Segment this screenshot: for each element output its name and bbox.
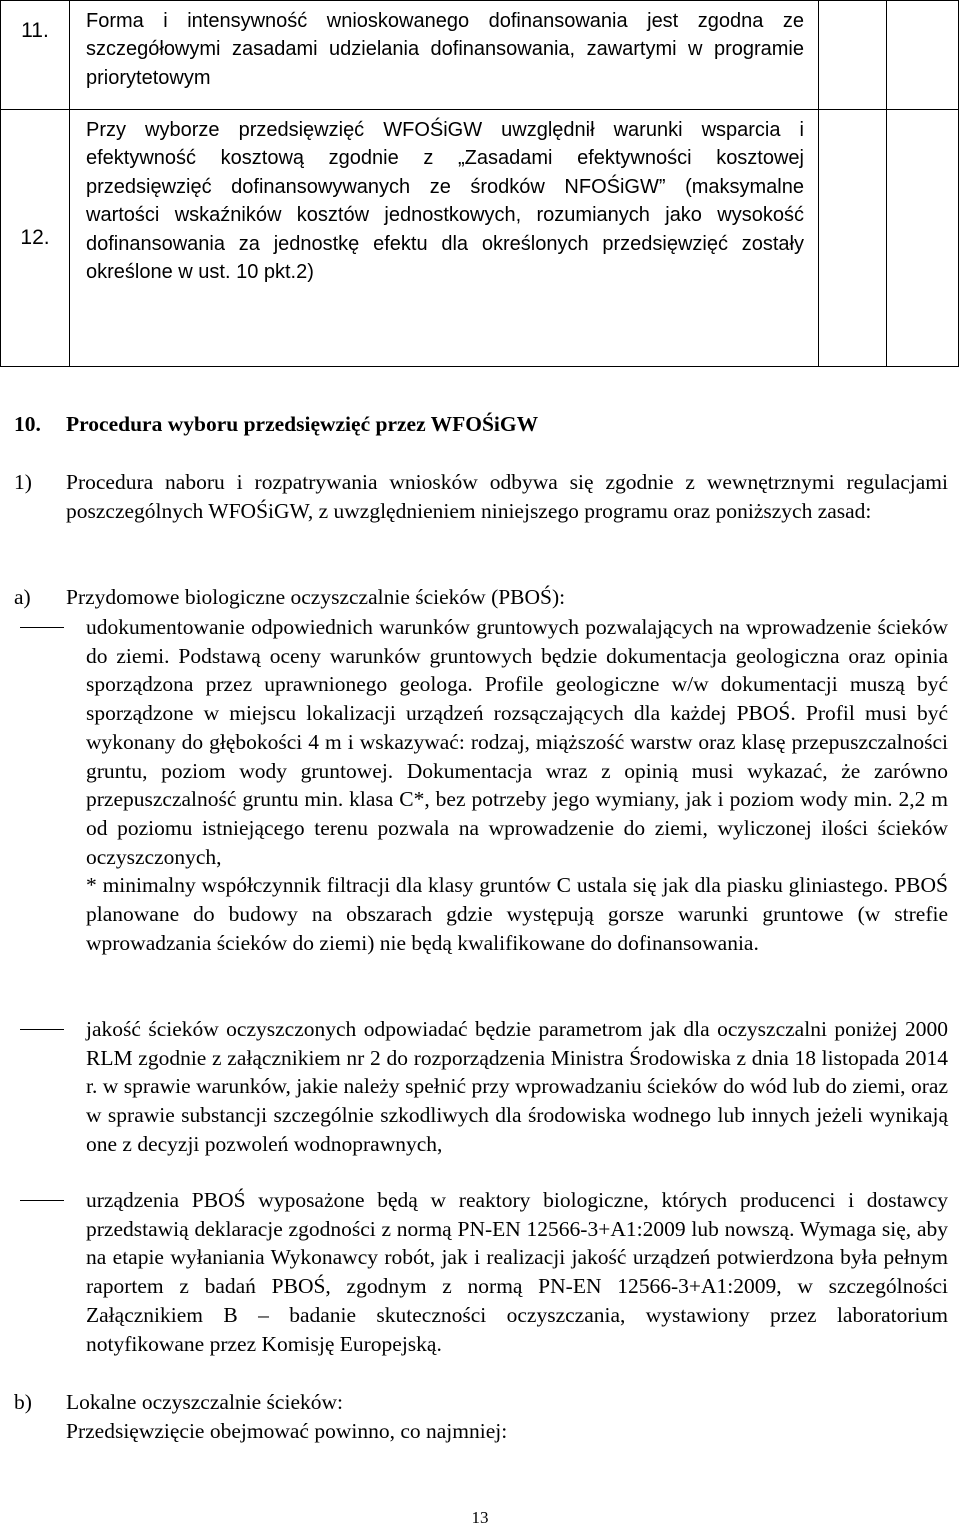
row-number: 11. — [1, 1, 70, 110]
list-item-text: jakość ścieków oczyszczonych odpowiadać będzie parametrom jak dla oczyszczalni poniżej 2000 RLM zgodnie z załącznikiem nr 2 do rozporządzenia Ministra Środowiska z dnia 18 listopada 2014 r. w sprawie warunków, jakie należy spełnić przy wprowadzaniu ścieków do wód lub do ziemi, oraz w sprawie substancji szczególnie szkodliwych dla środowiska wodnego lub innych jeżeli wynikają one z decyzji pozwoleń wodnoprawnych, — [86, 1017, 948, 1156]
empty-cell — [887, 110, 959, 367]
section-heading — [14, 410, 538, 439]
dash-bullet — [20, 1200, 64, 1201]
page-number: 13 — [471, 1508, 489, 1527]
section-number: 10. — [14, 412, 41, 436]
point-a — [14, 583, 948, 612]
dash-bullet — [20, 627, 64, 628]
empty-cell — [887, 1, 959, 110]
row-number: 12. — [1, 110, 70, 367]
point-1 — [14, 468, 948, 525]
dash-bullet — [20, 1029, 64, 1030]
table-row — [1, 110, 959, 367]
empty-cell — [819, 110, 887, 367]
point-label: 1) — [14, 470, 32, 494]
row-criterion-text: Przy wyborze przedsięwzięć WFOŚiGW uwzględnił warunki wsparcia i efektywność kosztową zgodnie z „Zasadami efektywności kosztowej przedsięwzięć dofinansowywanych ze środków NFOŚiGW” (maksymalne wartości wskaźników kosztów jednostkowych, rozumianych jako wysokość dofinansowania za jednostkę efektu dla określonych przedsięwzięć zostały określone w ust. 10 pkt.2) — [70, 110, 819, 367]
point-text: Przydomowe biologiczne oczyszczalnie ścieków (PBOŚ): — [66, 585, 566, 609]
list-item — [20, 613, 948, 957]
list-item — [20, 1015, 948, 1159]
point-b — [14, 1388, 948, 1445]
row-criterion-text: Forma i intensywność wnioskowanego dofinansowania jest zgodna ze szczegółowymi zasadami udzielania dofinansowania, zawartymi w programie priorytetowym — [70, 1, 819, 110]
point-subtext: Przedsięwzięcie obejmować powinno, co najmniej: — [66, 1418, 508, 1443]
dash-item-1 — [20, 613, 948, 957]
point-text: Lokalne oczyszczalnie ścieków: — [66, 1390, 343, 1414]
dash-item-3 — [20, 1186, 948, 1358]
point-text: Procedura naboru i rozpatrywania wniosków odbywa się zgodnie z wewnętrznymi regulacjami poszczególnych WFOŚiGW, z uwzględnieniem niniejszego programu oraz poniższych zasad: — [66, 470, 948, 523]
list-item-text: udokumentowanie odpowiednich warunków gruntowych pozwalających na wprowadzenie ścieków do ziemi. Podstawą oceny warunków gruntowych będzie dokumentacja geologiczna oraz opinia sporządzona przez uprawnionego geologa. Profile geologiczne w/w dokumentacji muszą być sporządzone w miejscu lokalizacji urządzeń rozsączających dla każdej PBOŚ. Profil musi być wykonany do głębokości 4 m i wskazywać: rodzaj, miąższość warstw oraz klasę przepuszczalności gruntu, poziom wody gruntowej. Dokumentacja wraz z opinią musi wykazać, że zarówno przepuszczalność gruntu min. klasa C*, bez potrzeby jego wymiany, jak i poziom wody min. 2,2 m od poziomu istniejącego terenu pozwala na wprowadzenie do ziemi, wyliczonej ilości ścieków oczyszczonych, — [86, 615, 948, 869]
point-label: b) — [14, 1390, 32, 1414]
section-title: Procedura wyboru przedsięwzięć przez WFOŚiGW — [66, 412, 539, 436]
empty-cell — [819, 1, 887, 110]
table-row — [1, 1, 959, 110]
list-item-text: urządzenia PBOŚ wyposażone będą w reaktory biologiczne, których producenci i dostawcy przedstawią deklaracje zgodności z normą PN-EN 12566-3+A1:2009 lub nowszą. Wymaga się, aby na etapie wyłaniania Wykonawcy robót, jak i realizacji jakość urządzeń potwierdzona była pełnym raportem z badań PBOŚ, zgodnym z normą PN-EN 12566-3+A1:2009, w szczególności Załącznikiem B – badanie skuteczności oczyszczania, wystawiony przez laboratorium notyfikowane przez Komisję Europejską. — [86, 1188, 948, 1356]
footnote-text: * minimalny współczynnik filtracji dla klasy gruntów C ustala się jak dla piasku gliniastego. PBOŚ planowane do budowy na obszarach gdzie występują gorsze warunki gruntowe (w strefie wprowadzania ścieków do ziemi) nie będą kwalifikowane do dofinansowania. — [86, 873, 948, 955]
dash-item-2 — [20, 1015, 948, 1159]
list-item — [20, 1186, 948, 1358]
point-label: a) — [14, 585, 31, 609]
criteria-table — [0, 0, 959, 367]
